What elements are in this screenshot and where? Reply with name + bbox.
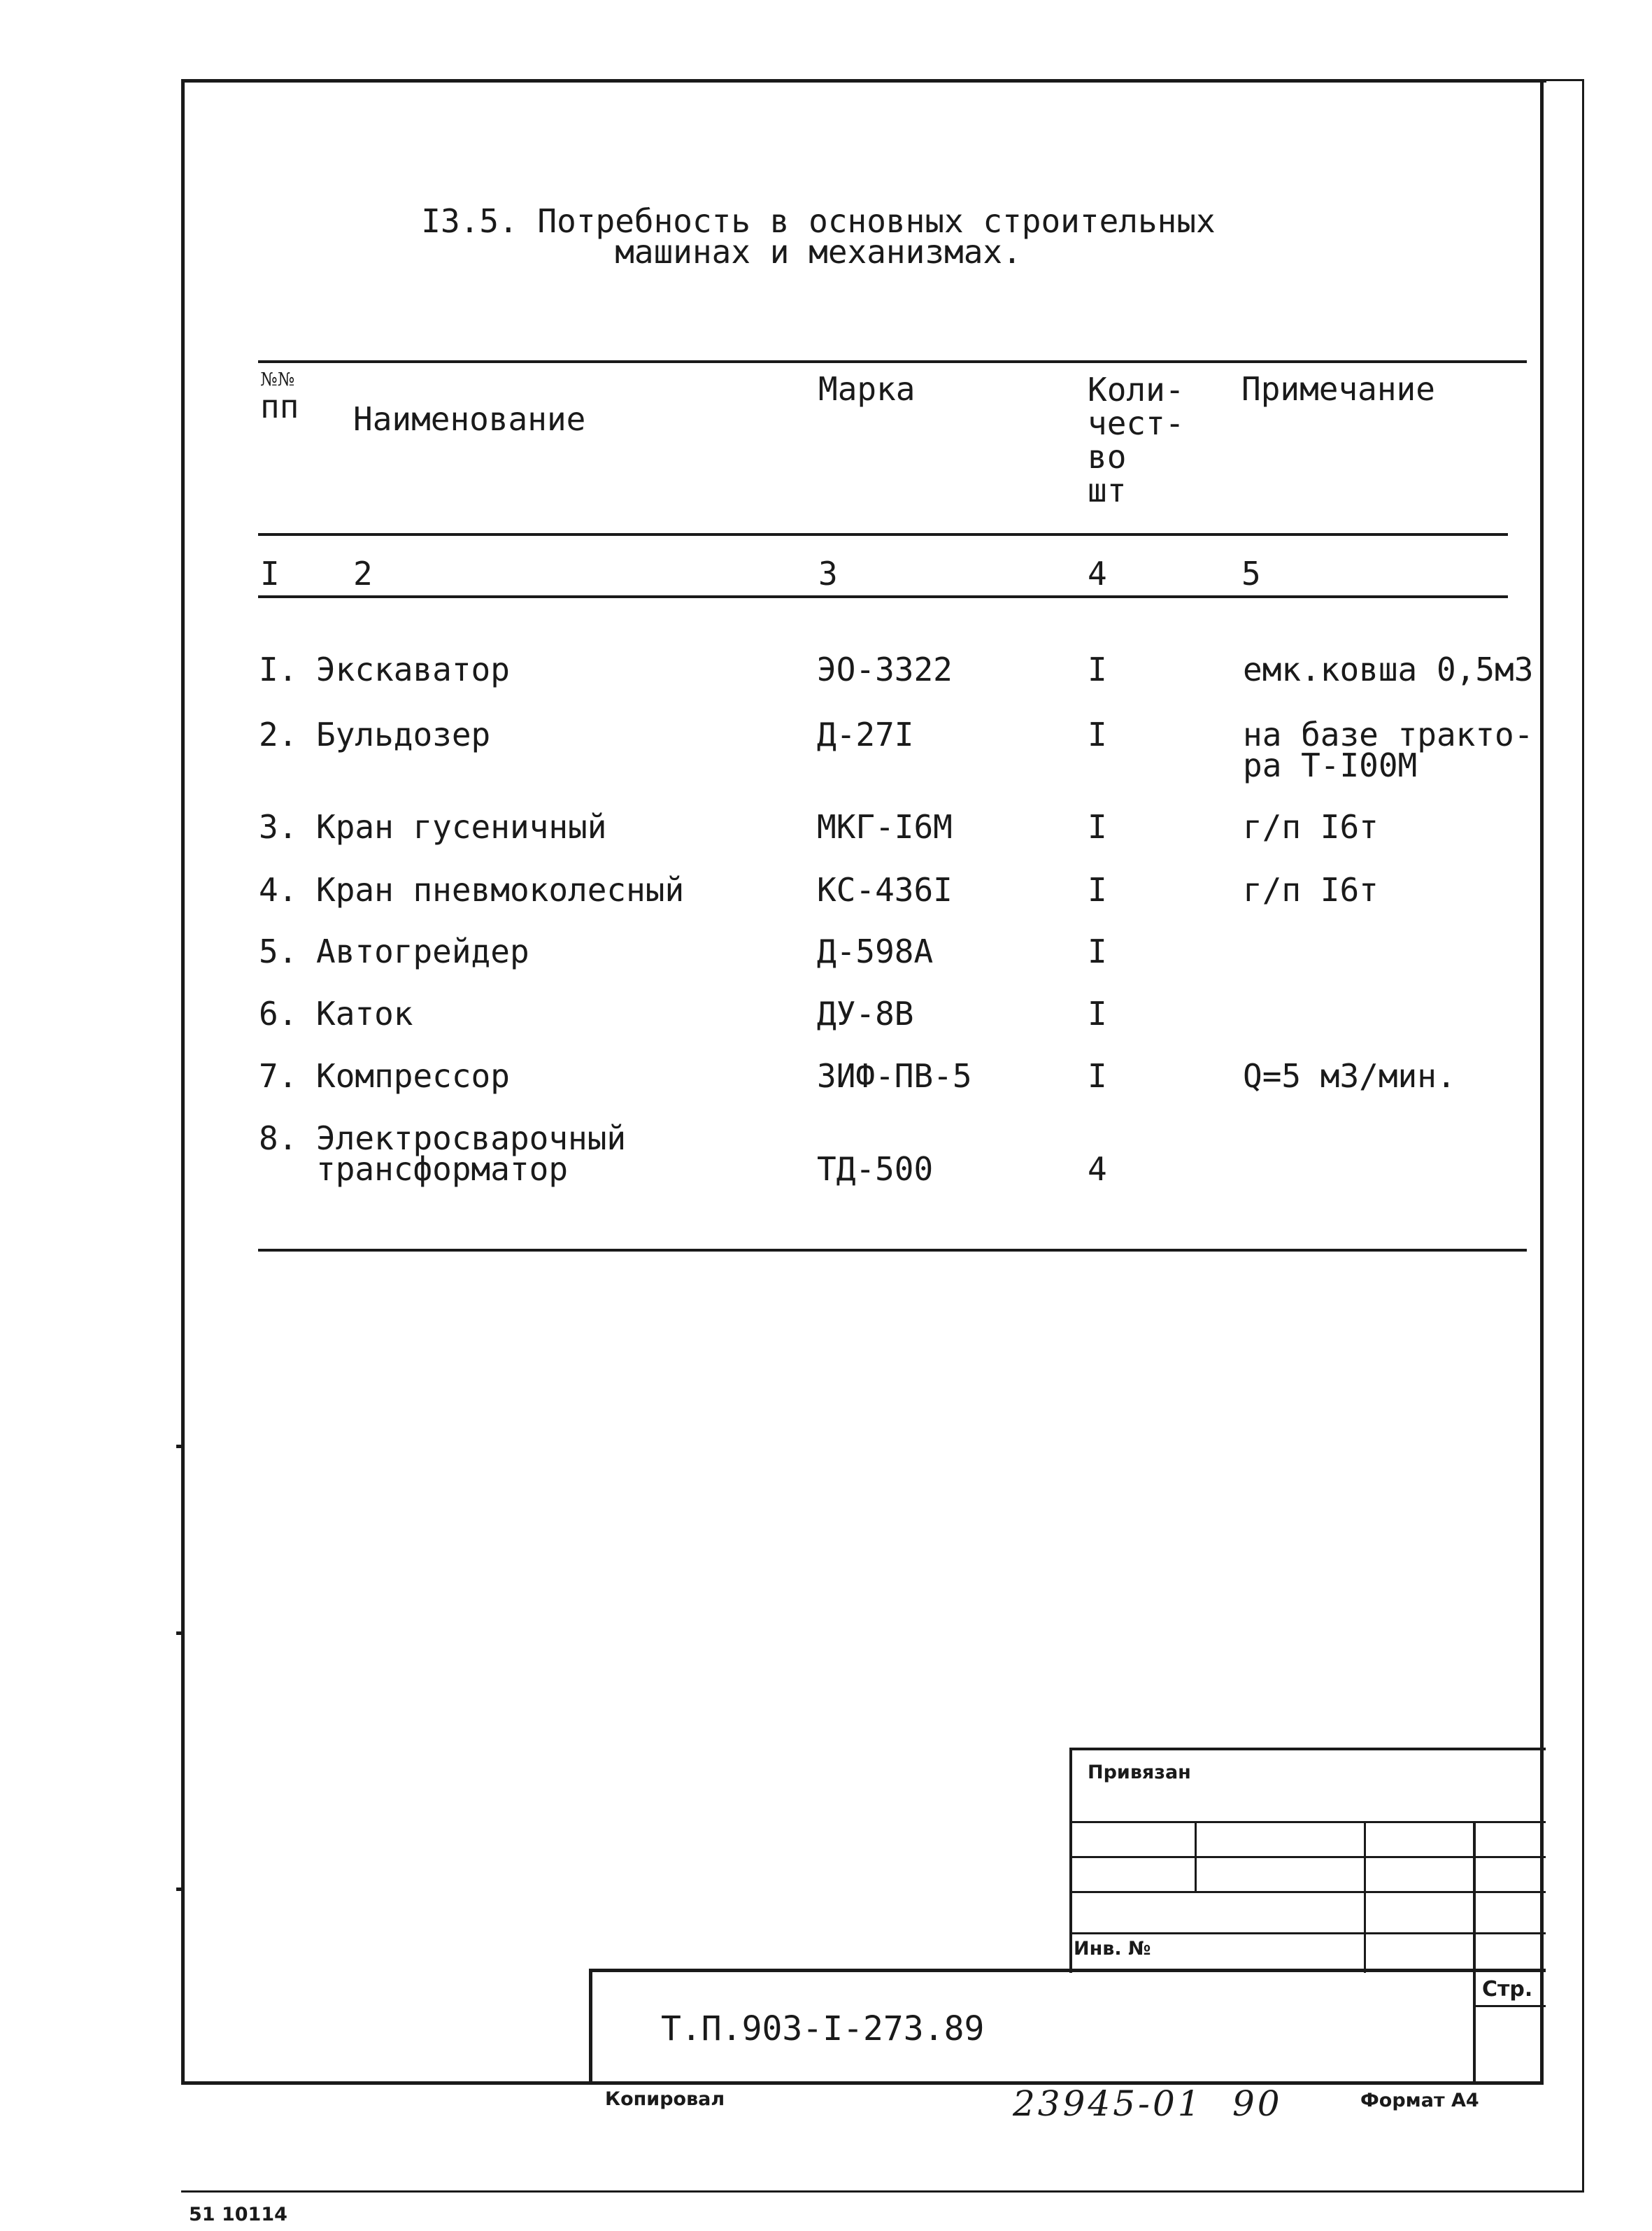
row-7-mark: ЗИФ-ПВ-5 (817, 1057, 972, 1095)
row-2-note-line-1: на базе тракто- (1243, 716, 1534, 753)
document-title-line-2: машинах и механизмах. (615, 233, 1022, 271)
frame-left-border (181, 79, 185, 2085)
table-top-rule (258, 360, 1527, 363)
row-8-mark: ТД-500 (817, 1150, 934, 1188)
header-note: Примечание (1241, 370, 1435, 408)
handwritten-page: 90 (1232, 2083, 1283, 2124)
left-tick-3 (176, 1888, 183, 1891)
row-8-qty: 4 (1088, 1150, 1107, 1188)
row-5-mark: Д-598А (817, 933, 934, 970)
row-3-qty: I (1088, 808, 1107, 846)
header-qty (1088, 373, 1184, 507)
designation-box-left-line (589, 1969, 592, 2085)
row-4-qty: I (1088, 871, 1107, 909)
row-3-name: Кран гусеничный (316, 808, 607, 846)
row-5-num: 5. (259, 933, 298, 970)
row-2-mark: Д-27I (817, 716, 914, 753)
row-3-note: г/п I6т (1243, 808, 1379, 846)
stamp-col-line-2 (1364, 1821, 1366, 1973)
column-number-1: I (260, 555, 280, 593)
header-mark: Марка (818, 370, 916, 408)
column-number-4: 4 (1088, 555, 1107, 593)
stamp-col-line-3 (1473, 1821, 1476, 2083)
header-name: Наименование (353, 400, 586, 438)
inv-no-label: Инв. № (1074, 1938, 1151, 1960)
row-7-name: Компрессор (316, 1057, 510, 1095)
row-6-num: 6. (259, 995, 298, 1033)
row-3-mark: МКГ-I6М (817, 808, 953, 846)
frame-top-border (181, 79, 1546, 83)
frame-right-outer-border (1582, 79, 1584, 2192)
page-cell-divider (1473, 2005, 1546, 2007)
row-4-num: 4. (259, 871, 298, 909)
column-number-2: 2 (353, 555, 373, 593)
column-number-5: 5 (1241, 555, 1261, 593)
row-3-num: 3. (259, 808, 298, 846)
row-4-mark: КС-436I (817, 871, 953, 909)
copied-label: Копировал (605, 2088, 725, 2110)
left-tick-2 (176, 1631, 183, 1635)
stamp-col-line-1 (1195, 1821, 1197, 1893)
stamp-left-line (1069, 1748, 1072, 1973)
left-tick-1 (176, 1445, 183, 1448)
designation-code: Т.П.903-I-273.89 (661, 2009, 985, 2048)
document-title-line-1: I3.5. Потребность в основных строительных (421, 202, 1216, 240)
frame-right-border (1540, 79, 1544, 2085)
row-6-name: Каток (316, 995, 413, 1033)
table-column-numbers-rule (258, 595, 1508, 598)
handwritten-number: 23945-01 (1013, 2083, 1203, 2124)
page-label: Стр. (1482, 1977, 1533, 2002)
row-7-qty: I (1088, 1057, 1107, 1095)
frame-bottom-border (181, 2081, 1544, 2085)
column-number-3: 3 (818, 555, 838, 593)
row-5-qty: I (1088, 933, 1107, 970)
row-6-mark: ДУ-8В (817, 995, 914, 1033)
trim-line (181, 2190, 1584, 2193)
row-1-mark: ЭО-3322 (817, 651, 953, 688)
row-2-qty: I (1088, 716, 1107, 753)
row-1-name: Экскаватор (316, 651, 510, 688)
privyazan-label: Привязан (1088, 1762, 1191, 1783)
header-qty-line-4: шт (1088, 472, 1127, 509)
stamp-top-line (1069, 1748, 1546, 1750)
row-5-name: Автогрейдер (316, 933, 529, 970)
header-num-pp: пп (260, 388, 299, 425)
row-1-note: емк.ковша 0,5м3 (1243, 651, 1534, 688)
row-6-qty: I (1088, 995, 1107, 1033)
row-2-note-line-2: ра Т-I00М (1243, 746, 1418, 784)
row-4-note: г/п I6т (1243, 871, 1379, 909)
row-1-qty: I (1088, 651, 1107, 688)
frame-top-outer-border (1540, 79, 1584, 81)
header-qty-line-3: во (1088, 438, 1127, 476)
table-header-rule (258, 533, 1508, 536)
row-8-name-line-1: Электросварочный (316, 1119, 627, 1157)
designation-box-top-line (589, 1969, 1546, 1972)
row-4-name: Кран пневмоколесный (316, 871, 685, 909)
row-1-num: I. (259, 651, 298, 688)
row-7-note: Q=5 м3/мин. (1243, 1057, 1456, 1095)
row-2-num: 2. (259, 716, 298, 753)
header-qty-line-2: чест- (1088, 404, 1185, 442)
bottom-code: 51 10114 (189, 2204, 287, 2225)
header-num (260, 369, 299, 423)
row-2-name: Бульдозер (316, 716, 491, 753)
header-num-symbol: №№ (260, 369, 295, 390)
format-label: Формат А4 (1360, 2090, 1479, 2111)
row-7-num: 7. (259, 1057, 298, 1095)
row-8-name-line-2: трансформатор (316, 1150, 569, 1188)
row-8-num: 8. (259, 1119, 298, 1157)
header-qty-line-1: Коли- (1088, 371, 1185, 409)
table-bottom-rule (258, 1249, 1527, 1252)
